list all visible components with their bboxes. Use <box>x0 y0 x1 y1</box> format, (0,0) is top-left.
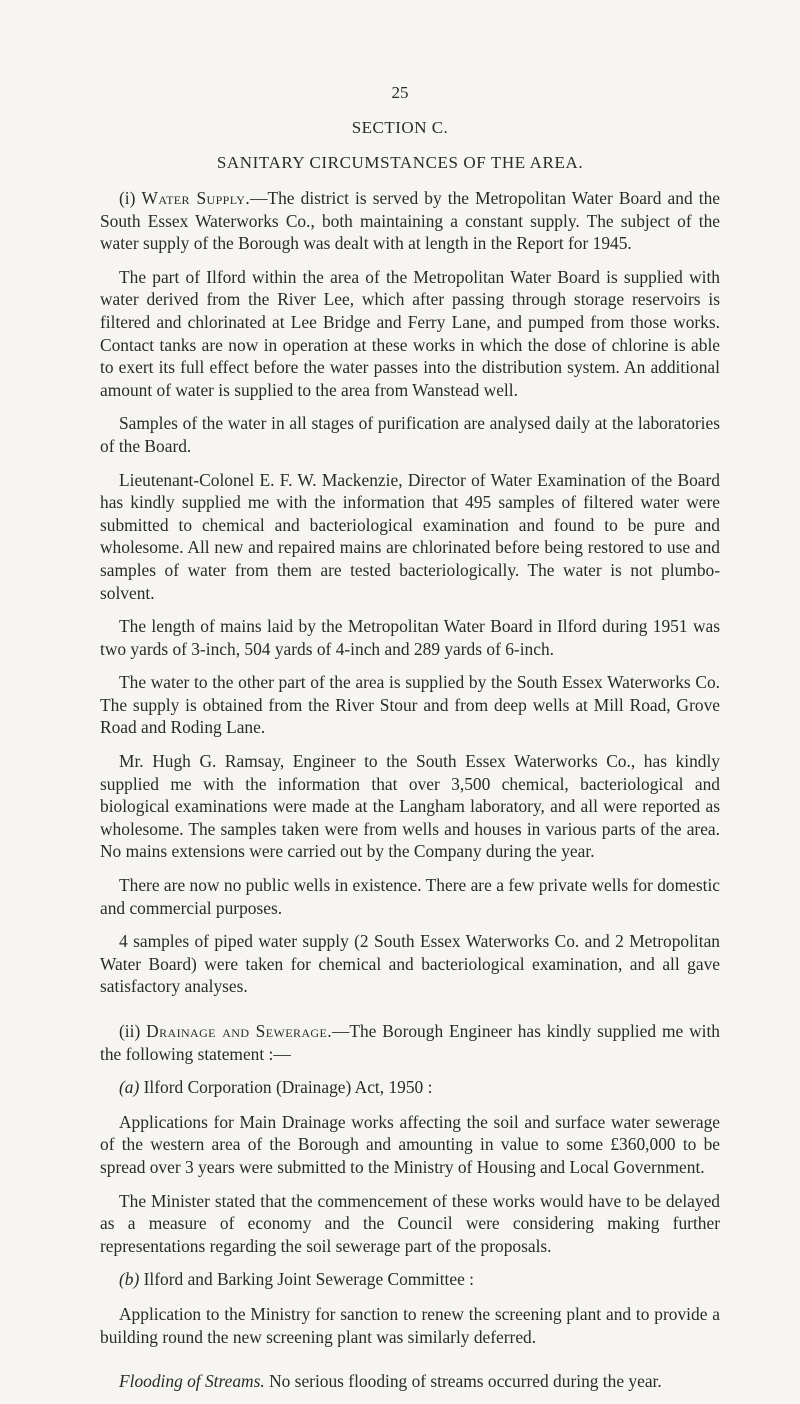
subsection-label: (a) <box>119 1077 140 1098</box>
water-supply-paragraph <box>100 187 720 255</box>
paragraph: Applications for Main Drainage works affecting the soil and surface water sewerage of the western area of the Borough and amounting in value to some £360,000 to be spread over 3 years were submitted to the Ministry of Housing and Local Government. <box>100 1111 720 1177</box>
water-supply-heading: Water Supply. <box>141 188 251 208</box>
paragraph: Mr. Hugh G. Ramsay, Engineer to the South Essex Waterworks Co., has kindly supplied me with the information that over 3,500 chemical, bacteriological and biological examinations were made at the Langham laboratory, and all were reported as wholesome. The samples taken were from wells and houses in various parts of the area. No mains extensions were carried out by the Company during the year. <box>100 751 720 862</box>
paragraph: Lieutenant-Colonel E. F. W. Mackenzie, Director of Water Examination of the Board has kindly supplied me with the information that 495 samples of filtered water were submitted to chemical and bacteriological examination and found to be pure and wholesome. All new and repaired mains are chlorinated before being restored to use and samples of water from them are tested bacteriologically. The water is not plumbo-solvent. <box>100 469 720 603</box>
subsection-title: Ilford and Barking Joint Sewerage Committee : <box>139 1269 474 1290</box>
paragraph: Application to the Ministry for sanction to renew the screening plant and to provide a building round the new screening plant was similarly deferred. <box>100 1303 720 1347</box>
dash: — <box>331 1021 350 1041</box>
paragraph: The water to the other part of the area is supplied by the South Essex Waterworks Co. The supply is obtained from the River Stour and from deep wells at Mill Road, Grove Road and Roding Lane. <box>100 672 720 738</box>
paragraph-text: The Borough Engineer has kindly supplied me with the following statement :— <box>100 1021 720 1064</box>
item-number: (ii) <box>119 1021 147 1041</box>
paragraph: The part of Ilford within the area of the Metropolitan Water Board is supplied with water derived from the River Lee, which after passing through storage reservoirs is filtered and chlorinated at Lee Bridge and Ferry Lane, and pumped from those works. Contact tanks are now in operation at these works in which the dose of chlorine is able to exert its full effect before the water passes into the distribution system. An additional amount of water is supplied to the area from Wanstead well. <box>100 266 720 400</box>
paragraph-text: The district is served by the Metropolitan Water Board and the South Essex Waterworks Co., both maintaining a constant supply. The subject of the water supply of the Borough was dealt with at length in the Report for 1945. <box>100 188 720 254</box>
dash: — <box>250 188 268 208</box>
subsection-b-heading <box>100 1268 720 1291</box>
section-title: SANITARY CIRCUMSTANCES OF THE AREA. <box>216 153 584 172</box>
subsection-title: Ilford Corporation (Drainage) Act, 1950 : <box>139 1077 433 1098</box>
paragraph: The length of mains laid by the Metropolitan Water Board in Ilford during 1951 was two yards of 3-inch, 504 yards of 4-inch and 289 yards of 6-inch. <box>100 616 720 659</box>
paragraph-text: No serious flooding of streams occurred during the year. <box>264 1371 662 1392</box>
page-number: 25 <box>391 83 409 102</box>
drainage-heading: Drainage and Sewerage. <box>146 1021 332 1041</box>
subsection-a-heading <box>100 1076 720 1099</box>
item-number: (i) <box>119 188 142 208</box>
flooding-heading: Flooding of Streams. <box>119 1371 265 1392</box>
document-body <box>100 187 720 1404</box>
flooding-paragraph <box>100 1370 720 1393</box>
paragraph: Samples of the water in all stages of purification are analysed daily at the laboratories of the Board. <box>100 413 720 456</box>
paragraph: The Minister stated that the commencement of these works would have to be delayed as a measure of economy and the Council were considering making further representations regarding the soil sewerage part of the proposals. <box>100 1190 720 1256</box>
paragraph: 4 samples of piped water supply (2 South Essex Waterworks Co. and 2 Metropolitan Water Board) were taken for chemical and bacteriological examination, and all gave satisfactory analyses. <box>100 931 720 997</box>
paragraph: There are now no public wells in existence. There are a few private wells for domestic and commercial purposes. <box>100 875 720 918</box>
subsection-label: (b) <box>119 1269 140 1290</box>
drainage-paragraph <box>100 1020 720 1065</box>
section-heading: SECTION C. <box>351 118 449 137</box>
